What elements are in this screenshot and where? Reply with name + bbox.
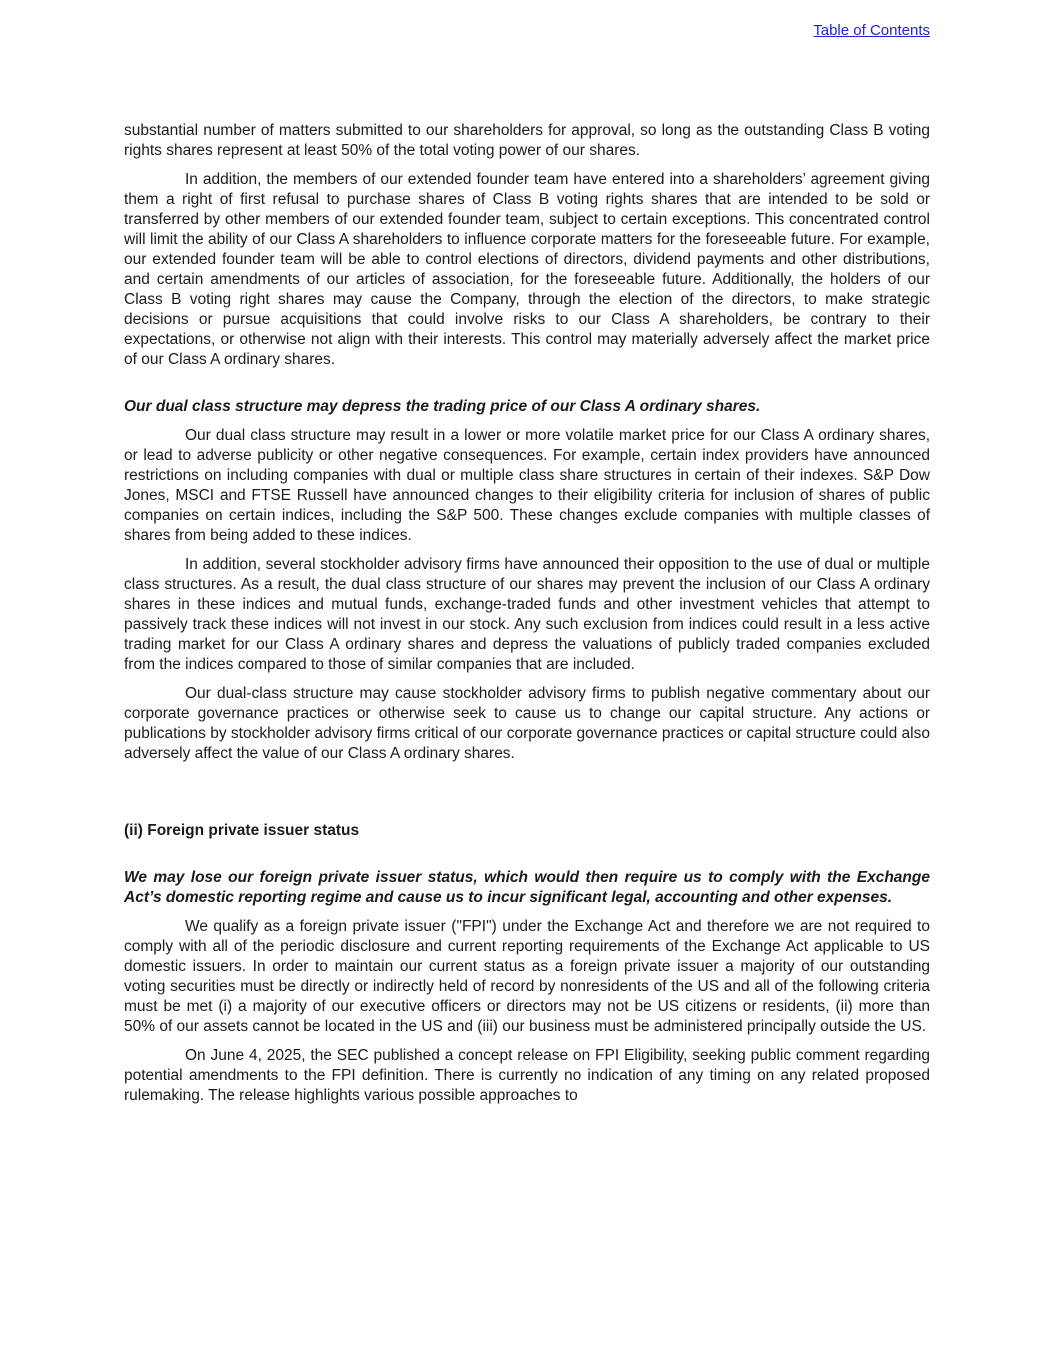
- paragraph-advisory-firms-opposition: In addition, several stockholder advisory firms have announced their opposition to the use of dual or multiple class structures. As a result, the dual class structure of our shares may prevent the inclusion of our Class A ordinary shares in these indices and mutual funds, exchange-traded funds and other investment vehicles that attempt to passively track these indices will not invest in our stock. Any such exclusion from indices could result in a less active trading market for our Class A ordinary shares and depress the valuations of publicly traded companies excluded from the indices compared to those of similar companies that are included.: [124, 556, 930, 673]
- paragraph-sec-concept-release: On June 4, 2025, the SEC published a concept release on FPI Eligibility, seeking public comment regarding potential amendments to the FPI definition. There is currently no indication of any timing on any related proposed rulemaking. The release highlights various possible approaches to: [124, 1047, 930, 1104]
- paragraph-continuation-voting-power: substantial number of matters submitted to our shareholders for approval, so long as the outstanding Class B voting rights shares represent at least 50% of the total voting power of our shares.: [124, 122, 930, 159]
- header-link-row: [124, 22, 930, 39]
- paragraph-fpi-qualification-criteria: We qualify as a foreign private issuer ("FPI") under the Exchange Act and therefore we are not required to comply with all of the periodic disclosure and current reporting requirements of the Exchange Act applicable to US domestic issuers. In order to maintain our current status as a foreign private issuer a majority of our outstanding voting securities must be directly or indirectly held of record by nonresidents of the US and all of the following criteria must be met (i) a majority of our executive officers or directors may not be US citizens or residents, (ii) more than 50% of our assets cannot be located in the US and (iii) our business must be administered principally outside the US.: [124, 918, 930, 1035]
- risk-heading-dual-class-trading-price: Our dual class structure may depress the trading price of our Class A ordinary shares.: [124, 398, 761, 415]
- paragraph-founder-team-control: In addition, the members of our extended founder team have entered into a shareholders’ agreement giving them a right of first refusal to purchase shares of Class B voting rights shares that are intended to be sold or transferred by other members of our extended founder team, subject to certain exceptions. This concentrated control will limit the ability of our Class A shareholders to influence corporate matters for the foreseeable future. For example, our extended founder team will be able to control elections of directors, dividend payments and other distributions, and certain amendments of our articles of association, for the foreseeable future. Additionally, the holders of our Class B voting right shares may cause the Company, through the election of the directors, to make strategic decisions or pursue acquisitions that could involve risks to our Class A shareholders, be contrary to their expectations, or otherwise not align with their interests. This control may materially adversely affect the market price of our Class A ordinary shares.: [124, 171, 930, 368]
- paragraph-index-providers: Our dual class structure may result in a lower or more volatile market price for our Class A ordinary shares, or lead to adverse publicity or other negative consequences. For example, certain index providers have announced restrictions on including companies with dual or multiple class share structures in certain of their indexes. S&P Dow Jones, MSCI and FTSE Russell have announced changes to their eligibility criteria for inclusion of shares of public companies on certain indices, including the S&P 500. These changes exclude companies with multiple classes of shares from being added to these indices.: [124, 427, 930, 544]
- paragraph-negative-commentary: Our dual-class structure may cause stockholder advisory firms to publish negative commentary about our corporate governance practices or otherwise seek to cause us to change our capital structure. Any actions or publications by stockholder advisory firms critical of our corporate governance practices or capital structure could also adversely affect the value of our Class A ordinary shares.: [124, 685, 930, 762]
- table-of-contents-link[interactable]: Table of Contents: [813, 22, 930, 39]
- risk-heading-lose-fpi-status: We may lose our foreign private issuer status, which would then require us to comply with the Exchange Act’s domestic reporting regime and cause us to incur significant legal, accounting and other expenses.: [124, 869, 930, 906]
- section-heading-foreign-private-issuer: (ii) Foreign private issuer status: [124, 822, 360, 839]
